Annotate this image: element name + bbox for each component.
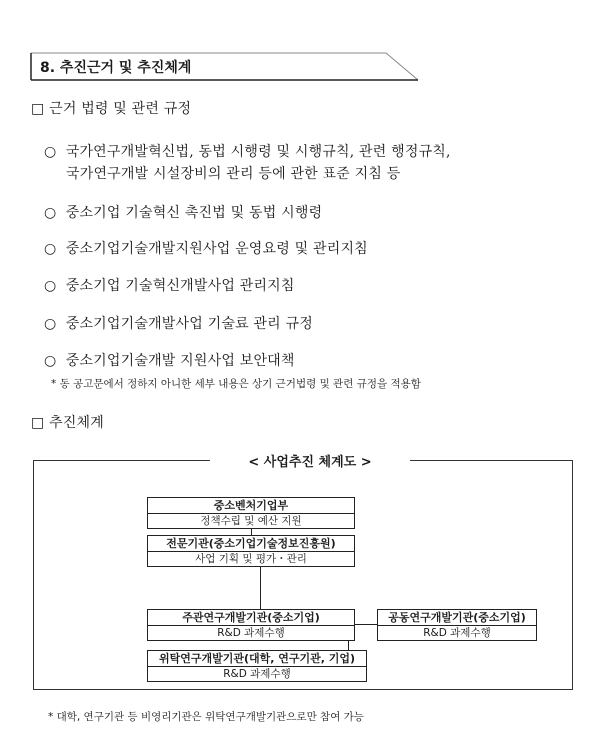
node-title: 중소벤처기업부 [147, 497, 355, 514]
node-joint [377, 609, 537, 641]
legal-basis-heading: □ 근거 법령 및 관련 규정 [31, 101, 192, 117]
section-title: 8. 추진근거 및 추진체계 [40, 60, 192, 76]
list-item: ○ 중소기업기술개발지원사업 운영요령 및 관리지침 [44, 241, 368, 257]
org-diagram [33, 455, 573, 690]
system-heading: □ 추진체계 [31, 415, 104, 431]
connector-line [260, 567, 261, 609]
circle-bullet-icon: ○ [44, 278, 57, 294]
list-item: ○ 국가연구개발혁신법, 동법 시행령 및 시행규칙, 관련 행정규칙, [44, 144, 451, 160]
circle-bullet-icon: ○ [44, 144, 57, 160]
node-ministry [147, 497, 355, 529]
system-note: * 대학, 연구기관 등 비영리기관은 위탁연구개발기관으로만 참여 가능 [48, 711, 364, 723]
diagram-title: < 사업추진 체계도 > [210, 451, 410, 469]
list-item: ○ 중소기업기술개발 지원사업 보안대책 [44, 353, 295, 369]
node-title: 위탁연구개발기관(대학, 연구기관, 기업) [147, 650, 367, 667]
circle-bullet-icon: ○ [44, 205, 57, 221]
circle-bullet-icon: ○ [44, 241, 57, 257]
node-lead [147, 609, 355, 641]
connector-line [355, 624, 377, 625]
checkbox-square-icon: □ [31, 101, 45, 117]
node-role: 정책수립 및 예산 지원 [147, 514, 355, 529]
node-role: R&D 과제수행 [377, 626, 537, 641]
node-consign [147, 650, 367, 682]
circle-bullet-icon: ○ [44, 316, 57, 332]
node-title: 공동연구개발기관(중소기업) [377, 609, 537, 626]
node-agency [147, 535, 355, 567]
legal-basis-note: * 동 공고문에서 정하지 아니한 세부 내용은 상기 근거법령 및 관련 규정을 적용함 [51, 378, 421, 390]
list-item-continuation: 국가연구개발 시설장비의 관리 등에 관한 표준 지침 등 [66, 166, 401, 182]
node-title: 전문기관(중소기업기술정보진흥원) [147, 535, 355, 552]
checkbox-square-icon: □ [31, 415, 45, 431]
node-role: R&D 과제수행 [147, 667, 367, 682]
list-item: ○ 중소기업기술개발사업 기술료 관리 규정 [44, 316, 313, 332]
node-title: 주관연구개발기관(중소기업) [147, 609, 355, 626]
list-item: ○ 중소기업 기술혁신개발사업 관리지침 [44, 278, 295, 294]
node-role: 사업 기획 및 평가・관리 [147, 552, 355, 567]
node-role: R&D 과제수행 [147, 626, 355, 641]
list-item: ○ 중소기업 기술혁신 촉진법 및 동법 시행령 [44, 205, 323, 221]
circle-bullet-icon: ○ [44, 353, 57, 369]
section-header [30, 52, 418, 80]
